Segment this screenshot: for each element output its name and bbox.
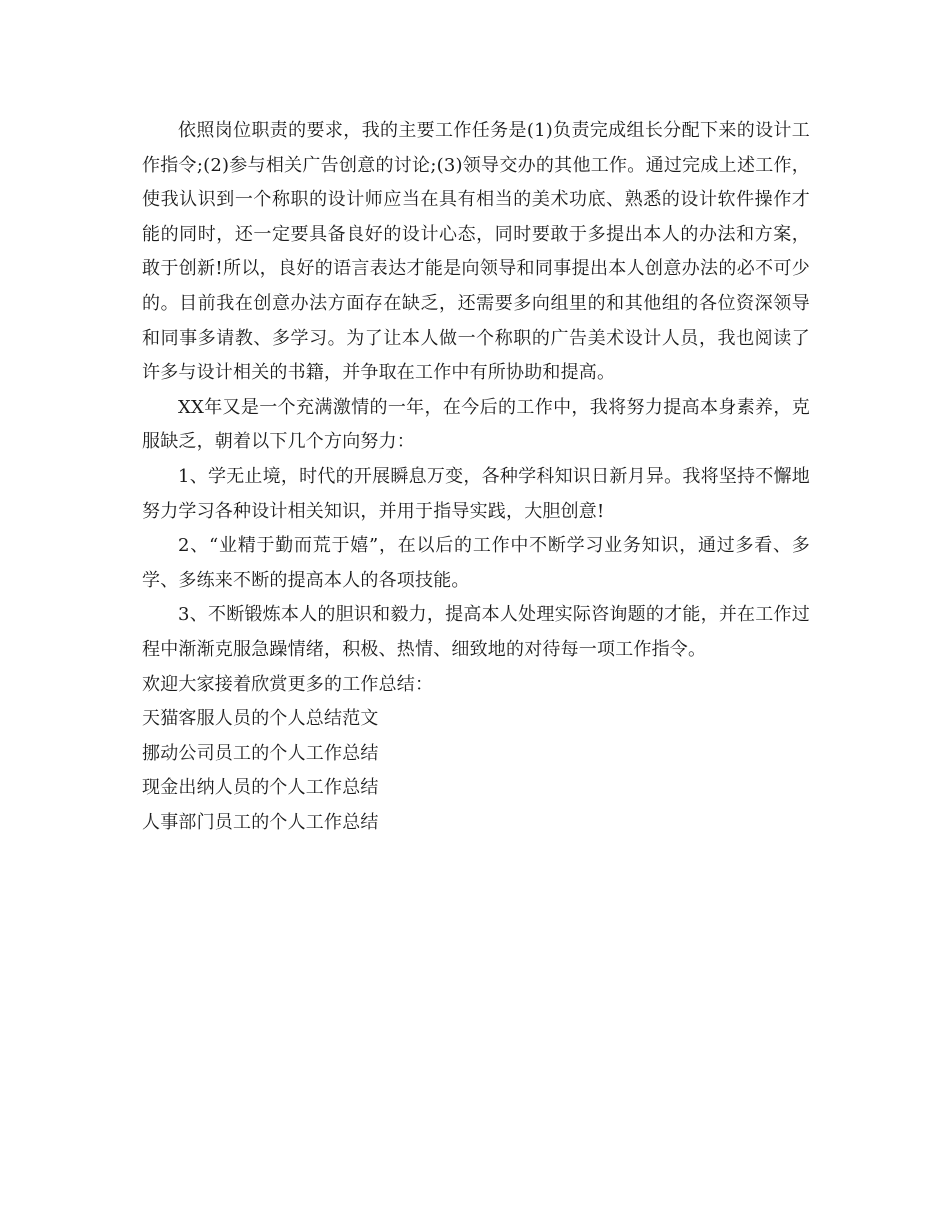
paragraph-goal-3: 3、不断锻炼本人的胆识和毅力，提高本人处理实际咨询题的才能，并在工作过程中渐渐克服急躁情绪，积极、热情、细致地的对待每一项工作指令。: [142, 604, 810, 660]
paragraph-job-duties: 依照岗位职责的要求，我的主要工作任务是(1)负责完成组长分配下来的设计工作指令;(2)参与相关广告创意的讨论;(3)领导交办的其他工作。通过完成上述工作，使我认识到一个称职的设计师应当在具有相当的美术功底、熟悉的设计软件操作才能的同时，还一定要具备良好的设计心态，同时要敢于多提出本人的办法和方案，敢于创新!所以，良好的语言表达才能是向领导和同事提出本人创意办法的必不可少的。目前我在创意办法方面存在缺乏，还需要多向组里的和其他组的各位资深领导和同事多请教、多学习。为了让本人做一个称职的广告美术设计人员，我也阅读了许多与设计相关的书籍，并争取在工作中有所协助和提高。: [142, 120, 810, 384]
related-link-3[interactable]: 现金出纳人员的个人工作总结: [142, 777, 379, 799]
related-link-4[interactable]: 人事部门员工的个人工作总结: [142, 811, 379, 833]
more-summaries-label: 欢迎大家接着欣赏更多的工作总结：: [142, 673, 434, 695]
document-body: [142, 114, 810, 840]
related-link-2[interactable]: 挪动公司员工的个人工作总结: [142, 742, 379, 764]
paragraph-goal-1: 1、学无止境，时代的开展瞬息万变，各种学科知识日新月异。我将坚持不懈地努力学习各种设计相关知识，并用于指导实践，大胆创意!: [142, 465, 810, 522]
paragraph-next-year-plan: XX年又是一个充满激情的一年，在今后的工作中，我将努力提高本身素养，克服缺乏，朝着以下几个方向努力：: [142, 396, 810, 453]
related-link-1[interactable]: 天猫客服人员的个人总结范文: [142, 708, 379, 730]
paragraph-goal-2: 2、“业精于勤而荒于嬉”，在以后的工作中不断学习业务知识，通过多看、多学、多练来不断的提高本人的各项技能。: [142, 535, 810, 591]
